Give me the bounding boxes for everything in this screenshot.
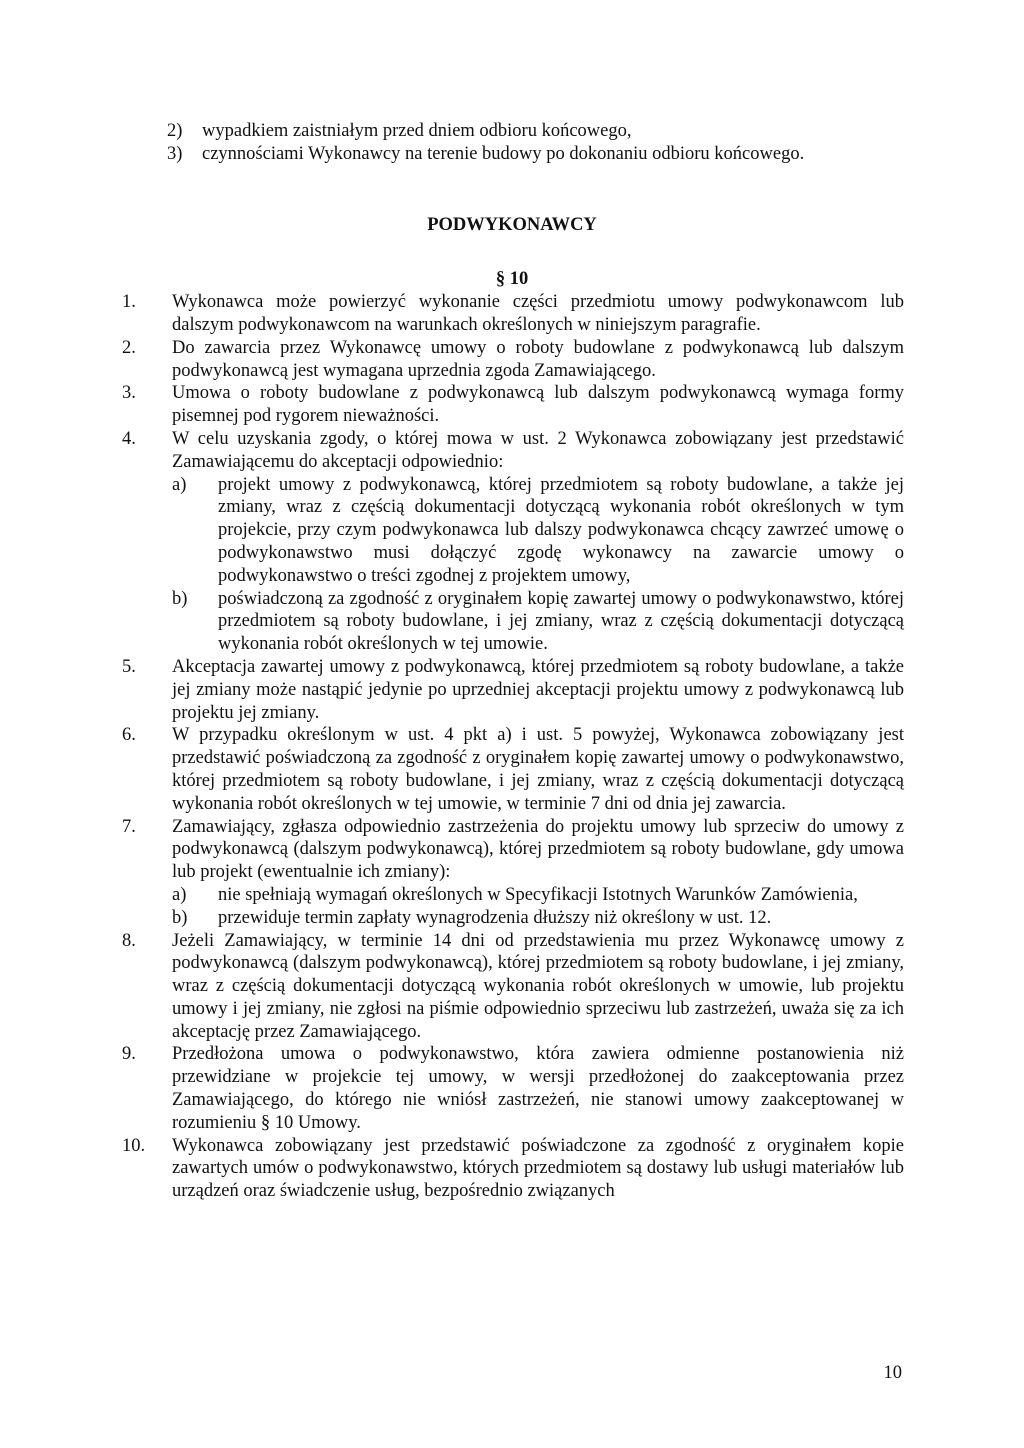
- clause-item: [120, 291, 904, 337]
- section-heading: PODWYKONAWCY: [427, 214, 597, 235]
- clause-item: [120, 428, 904, 474]
- sub-item-text: projekt umowy z podwykonawcą, której przedmiotem są roboty budowlane, a także jej zmiany, wraz z częścią dokumentacji dotyczącą wykonania robót określonych w tym projekcie, przy czym podwykonawca lub dalszy podwykonawca chcący zawrzeć umowę o podwykonawstwo musi dołączyć zgodę wykonawcy na zawarcie umowy o podwykonawstwo o treści zgodnej z projektem umowy,: [218, 474, 904, 586]
- clause-number: 7.: [122, 816, 136, 837]
- clause-number: 3.: [122, 383, 136, 404]
- clause-number: 8.: [122, 930, 136, 951]
- clause-item: [120, 337, 904, 383]
- clause-text: Przedłożona umowa o podwykonawstwo, która zawiera odmienne postanowienia niż przewidziane w projekcie tej umowy, w wersji przedłożonej do zaakceptowania przez Zamawiającego, do którego nie wniósł zastrzeżeń, nie stanowi umowy zaakceptowanej w rozumieniu § 10 Umowy.: [172, 1044, 904, 1133]
- clause-item: [120, 816, 904, 884]
- clause-item: [120, 1135, 904, 1203]
- clause-text: Do zawarcia przez Wykonawcę umowy o roboty budowlane z podwykonawcą lub dalszym podwykonawcą jest wymagana uprzednia zgoda Zamawiającego.: [172, 337, 904, 381]
- list-item-text: wypadkiem zaistniałym przed dniem odbioru końcowego,: [202, 121, 632, 141]
- clause-text: Akceptacja zawartej umowy z podwykonawcą, której przedmiotem są roboty budowlane, a także jej zmiany może nastąpić jedynie po uprzedniej akceptacji projektu umowy z podwykonawcą lub projektu jej zmiany.: [172, 656, 904, 723]
- list-item-number: 3): [167, 143, 183, 164]
- sub-item-letter: b): [172, 907, 188, 928]
- clause-item: [120, 382, 904, 428]
- page-number: 10: [883, 1363, 902, 1383]
- clause-text: Wykonawca zobowiązany jest przedstawić poświadczone za zgodność z oryginałem kopie zawartych umów o podwykonawstwo, których przedmiotem są dostawy lub usługi materiałów lub urządzeń oraz świadczenie usług, bezpośrednio związanych: [172, 1135, 904, 1202]
- clause-text: Wykonawca może powierzyć wykonanie części przedmiotu umowy podwykonawcom lub dalszym podwykonawcom na warunkach określonych w niniejszym paragrafie.: [172, 292, 904, 335]
- sub-item-text: poświadczoną za zgodność z oryginałem kopię zawartej umowy o podwykonawstwo, której przedmiotem są roboty budowlane, i jej zmiany, wraz z częścią dokumentacji dotyczącą wykonania robót określonych w tej umowie.: [218, 588, 904, 655]
- clause-number: 4.: [122, 428, 136, 449]
- list-item: [120, 143, 904, 166]
- clause-number: 10.: [122, 1135, 146, 1156]
- sub-item-letter: a): [172, 884, 187, 905]
- clause-number: 5.: [122, 656, 136, 677]
- sub-item-text: nie spełniają wymagań określonych w Specyfikacji Istotnych Warunków Zamówienia,: [218, 884, 858, 905]
- list-item-text: czynnościami Wykonawcy na terenie budowy po dokonaniu odbioru końcowego.: [202, 143, 805, 164]
- page-content: [120, 120, 904, 1203]
- sub-item: [120, 474, 904, 588]
- clause-number: 9.: [122, 1044, 136, 1065]
- clause-text: Zamawiający, zgłasza odpowiednio zastrzeżenia do projektu umowy lub sprzeciw do umowy z podwykonawcą (dalszym podwykonawcą), której przedmiotem są roboty budowlane, gdy umowa lub projekt (ewentualnie ich zmiany):: [172, 816, 904, 883]
- sub-item-letter: a): [172, 474, 187, 495]
- sub-item: [120, 907, 904, 930]
- clause-text: W celu uzyskania zgody, o której mowa w ust. 2 Wykonawca zobowiązany jest przedstawić Zamawiającemu do akceptacji odpowiednio:: [172, 428, 904, 472]
- clause-number: 6.: [122, 725, 136, 746]
- paragraph-number: § 10: [495, 269, 529, 290]
- list-item: [120, 120, 904, 143]
- clause-item: [120, 1043, 904, 1134]
- clause-text: Jeżeli Zamawiający, w terminie 14 dni od przedstawienia mu przez Wykonawcę umowy z podwykonawcą (dalszym podwykonawcą), której przedmiotem są roboty budowlane, i jej zmiany, wraz z częścią dokumentacji dotyczącą wykonania robót określonych w umowie, lub projektu umowy i jej zmiany, nie zgłosi na piśmie odpowiednio sprzeciwu lub zastrzeżeń, uważa się za ich akceptację przez Zamawiającego.: [172, 930, 904, 1042]
- clause-text: W przypadku określonym w ust. 4 pkt a) i ust. 5 powyżej, Wykonawca zobowiązany jest przedstawić poświadczoną za zgodność z oryginałem kopię zawartej umowy o podwykonawstwo, której przedmiotem są roboty budowlane, i jej zmiany, wraz z częścią dokumentacji dotyczącą wykonania robót określonych w tej umowie, w terminie 7 dni od dnia jej zawarcia.: [172, 725, 904, 814]
- clause-number: 1.: [122, 292, 136, 313]
- sub-item: [120, 588, 904, 656]
- list-item-number: 2): [167, 121, 183, 141]
- clause-text: Umowa o roboty budowlane z podwykonawcą lub dalszym podwykonawcą wymaga formy pisemnej pod rygorem nieważności.: [172, 383, 904, 427]
- clause-item: [120, 724, 904, 815]
- sub-item: [120, 884, 904, 907]
- sub-item-letter: b): [172, 588, 188, 609]
- clause-item: [120, 930, 904, 1044]
- clause-number: 2.: [122, 337, 136, 358]
- sub-item-text: przewiduje termin zapłaty wynagrodzenia dłuższy niż określony w ust. 12.: [218, 907, 772, 928]
- clause-item: [120, 656, 904, 724]
